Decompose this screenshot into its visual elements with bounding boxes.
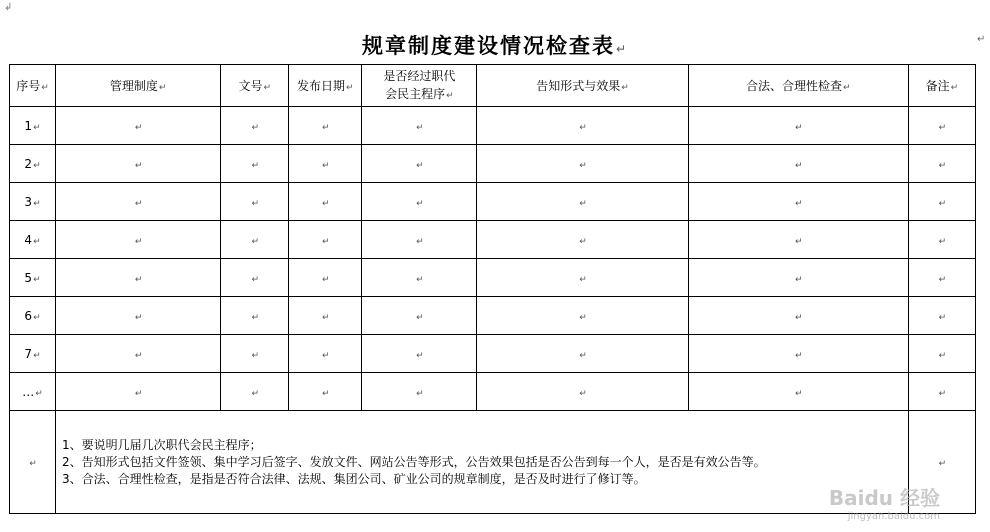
table-row (10, 373, 976, 411)
cell-system[interactable]: ↵ (56, 373, 221, 411)
cell-seq[interactable]: 2↵ (10, 145, 56, 183)
cell-legality[interactable]: ↵ (688, 183, 908, 221)
cell-democratic[interactable]: ↵ (362, 107, 477, 145)
cell-seq[interactable]: 7↵ (10, 335, 56, 373)
cell-remarks[interactable]: ↵ (908, 183, 975, 221)
cell-democratic[interactable]: ↵ (362, 183, 477, 221)
cell-system[interactable]: ↵ (56, 107, 221, 145)
cell-system[interactable]: ↵ (56, 183, 221, 221)
cell-democratic[interactable]: ↵ (362, 145, 477, 183)
table-row (10, 297, 976, 335)
cell-legality[interactable]: ↵ (688, 259, 908, 297)
cell-seq[interactable]: 3↵ (10, 183, 56, 221)
cell-doc-no[interactable]: ↵ (221, 221, 289, 259)
cell-doc-no[interactable]: ↵ (221, 183, 289, 221)
cell-system[interactable]: ↵ (56, 259, 221, 297)
cell-remarks[interactable]: ↵ (908, 145, 975, 183)
cell-doc-no[interactable]: ↵ (221, 145, 289, 183)
cell-date[interactable]: ↵ (289, 221, 362, 259)
cell-remarks[interactable]: ↵ (908, 373, 975, 411)
cell-democratic[interactable]: ↵ (362, 335, 477, 373)
cell-democratic[interactable]: ↵ (362, 221, 477, 259)
cell-doc-no[interactable]: ↵ (221, 259, 289, 297)
cell-democratic[interactable]: ↵ (362, 297, 477, 335)
cell-notice[interactable]: ↵ (477, 145, 688, 183)
watermark: Baidu 经验 jingyan.baidu.com (828, 486, 940, 522)
cell-notes-seq: ↵ (10, 411, 56, 514)
cell-doc-no[interactable]: ↵ (221, 107, 289, 145)
header-democratic: 是否经过职代 会民主程序↵ (362, 65, 477, 107)
cell-notice[interactable]: ↵ (477, 107, 688, 145)
note-line: 1、要说明几届几次职代会民主程序； (62, 437, 262, 452)
cell-seq[interactable]: 1↵ (10, 107, 56, 145)
header-remarks: 备注↵ (908, 65, 975, 107)
cell-date[interactable]: ↵ (289, 297, 362, 335)
header-seq: 序号↵ (10, 65, 56, 107)
cell-notice[interactable]: ↵ (477, 183, 688, 221)
cell-system[interactable]: ↵ (56, 335, 221, 373)
cell-legality[interactable]: ↵ (688, 145, 908, 183)
cell-system[interactable]: ↵ (56, 221, 221, 259)
cell-legality[interactable]: ↵ (688, 373, 908, 411)
cell-legality[interactable]: ↵ (688, 107, 908, 145)
cell-notice[interactable]: ↵ (477, 297, 688, 335)
cell-democratic[interactable]: ↵ (362, 259, 477, 297)
cell-notice[interactable]: ↵ (477, 335, 688, 373)
cell-legality[interactable]: ↵ (688, 335, 908, 373)
cell-date[interactable]: ↵ (289, 183, 362, 221)
header-legality: 合法、合理性检查↵ (688, 65, 908, 107)
cell-date[interactable]: ↵ (289, 107, 362, 145)
cell-seq[interactable]: …↵ (10, 373, 56, 411)
cell-notice[interactable]: ↵ (477, 221, 688, 259)
page-title: 规章制度建设情况检查表↵ (361, 34, 629, 58)
cell-legality[interactable]: ↵ (688, 221, 908, 259)
cell-democratic[interactable]: ↵ (362, 373, 477, 411)
header-notice: 告知形式与效果↵ (477, 65, 688, 107)
cell-seq[interactable]: 5↵ (10, 259, 56, 297)
cell-notes-remarks[interactable]: ↵ (908, 411, 975, 514)
cell-remarks[interactable]: ↵ (908, 221, 975, 259)
cell-date[interactable]: ↵ (289, 335, 362, 373)
inspection-table (9, 64, 976, 514)
cell-date[interactable]: ↵ (289, 145, 362, 183)
cell-date[interactable]: ↵ (289, 373, 362, 411)
cell-notice[interactable]: ↵ (477, 373, 688, 411)
header-system: 管理制度↵ (56, 65, 221, 107)
cell-date[interactable]: ↵ (289, 259, 362, 297)
note-line: 3、合法、合理性检查，是指是否符合法律、法规、集团公司、矿业公司的规章制度，是否及时进行了修订等。 (62, 471, 646, 486)
notes-cell[interactable] (56, 411, 909, 514)
cell-remarks[interactable]: ↵ (908, 335, 975, 373)
cell-legality[interactable]: ↵ (688, 297, 908, 335)
note-line: 2、告知形式包括文件签领、集中学习后签字、发放文件、网站公告等形式，公告效果包括是否公告到每一个人，是否是有效公告等。 (62, 454, 766, 469)
cell-remarks[interactable]: ↵ (908, 107, 975, 145)
cell-seq[interactable]: 4↵ (10, 221, 56, 259)
paragraph-mark: ↵ (977, 34, 986, 45)
table-row (10, 183, 976, 221)
cell-remarks[interactable]: ↵ (908, 297, 975, 335)
cell-doc-no[interactable]: ↵ (221, 373, 289, 411)
cell-doc-no[interactable]: ↵ (221, 297, 289, 335)
cell-remarks[interactable]: ↵ (908, 259, 975, 297)
cell-system[interactable]: ↵ (56, 145, 221, 183)
table-row (10, 335, 976, 373)
table-header-row (10, 65, 976, 107)
table-row (10, 221, 976, 259)
cell-notice[interactable]: ↵ (477, 259, 688, 297)
table-row (10, 259, 976, 297)
cell-seq[interactable]: 6↵ (10, 297, 56, 335)
page-corner-mark: ↲ (4, 2, 13, 13)
header-doc-no: 文号↵ (221, 65, 289, 107)
table-row (10, 107, 976, 145)
header-date: 发布日期↵ (289, 65, 362, 107)
cell-doc-no[interactable]: ↵ (221, 335, 289, 373)
table-row (10, 145, 976, 183)
cell-system[interactable]: ↵ (56, 297, 221, 335)
